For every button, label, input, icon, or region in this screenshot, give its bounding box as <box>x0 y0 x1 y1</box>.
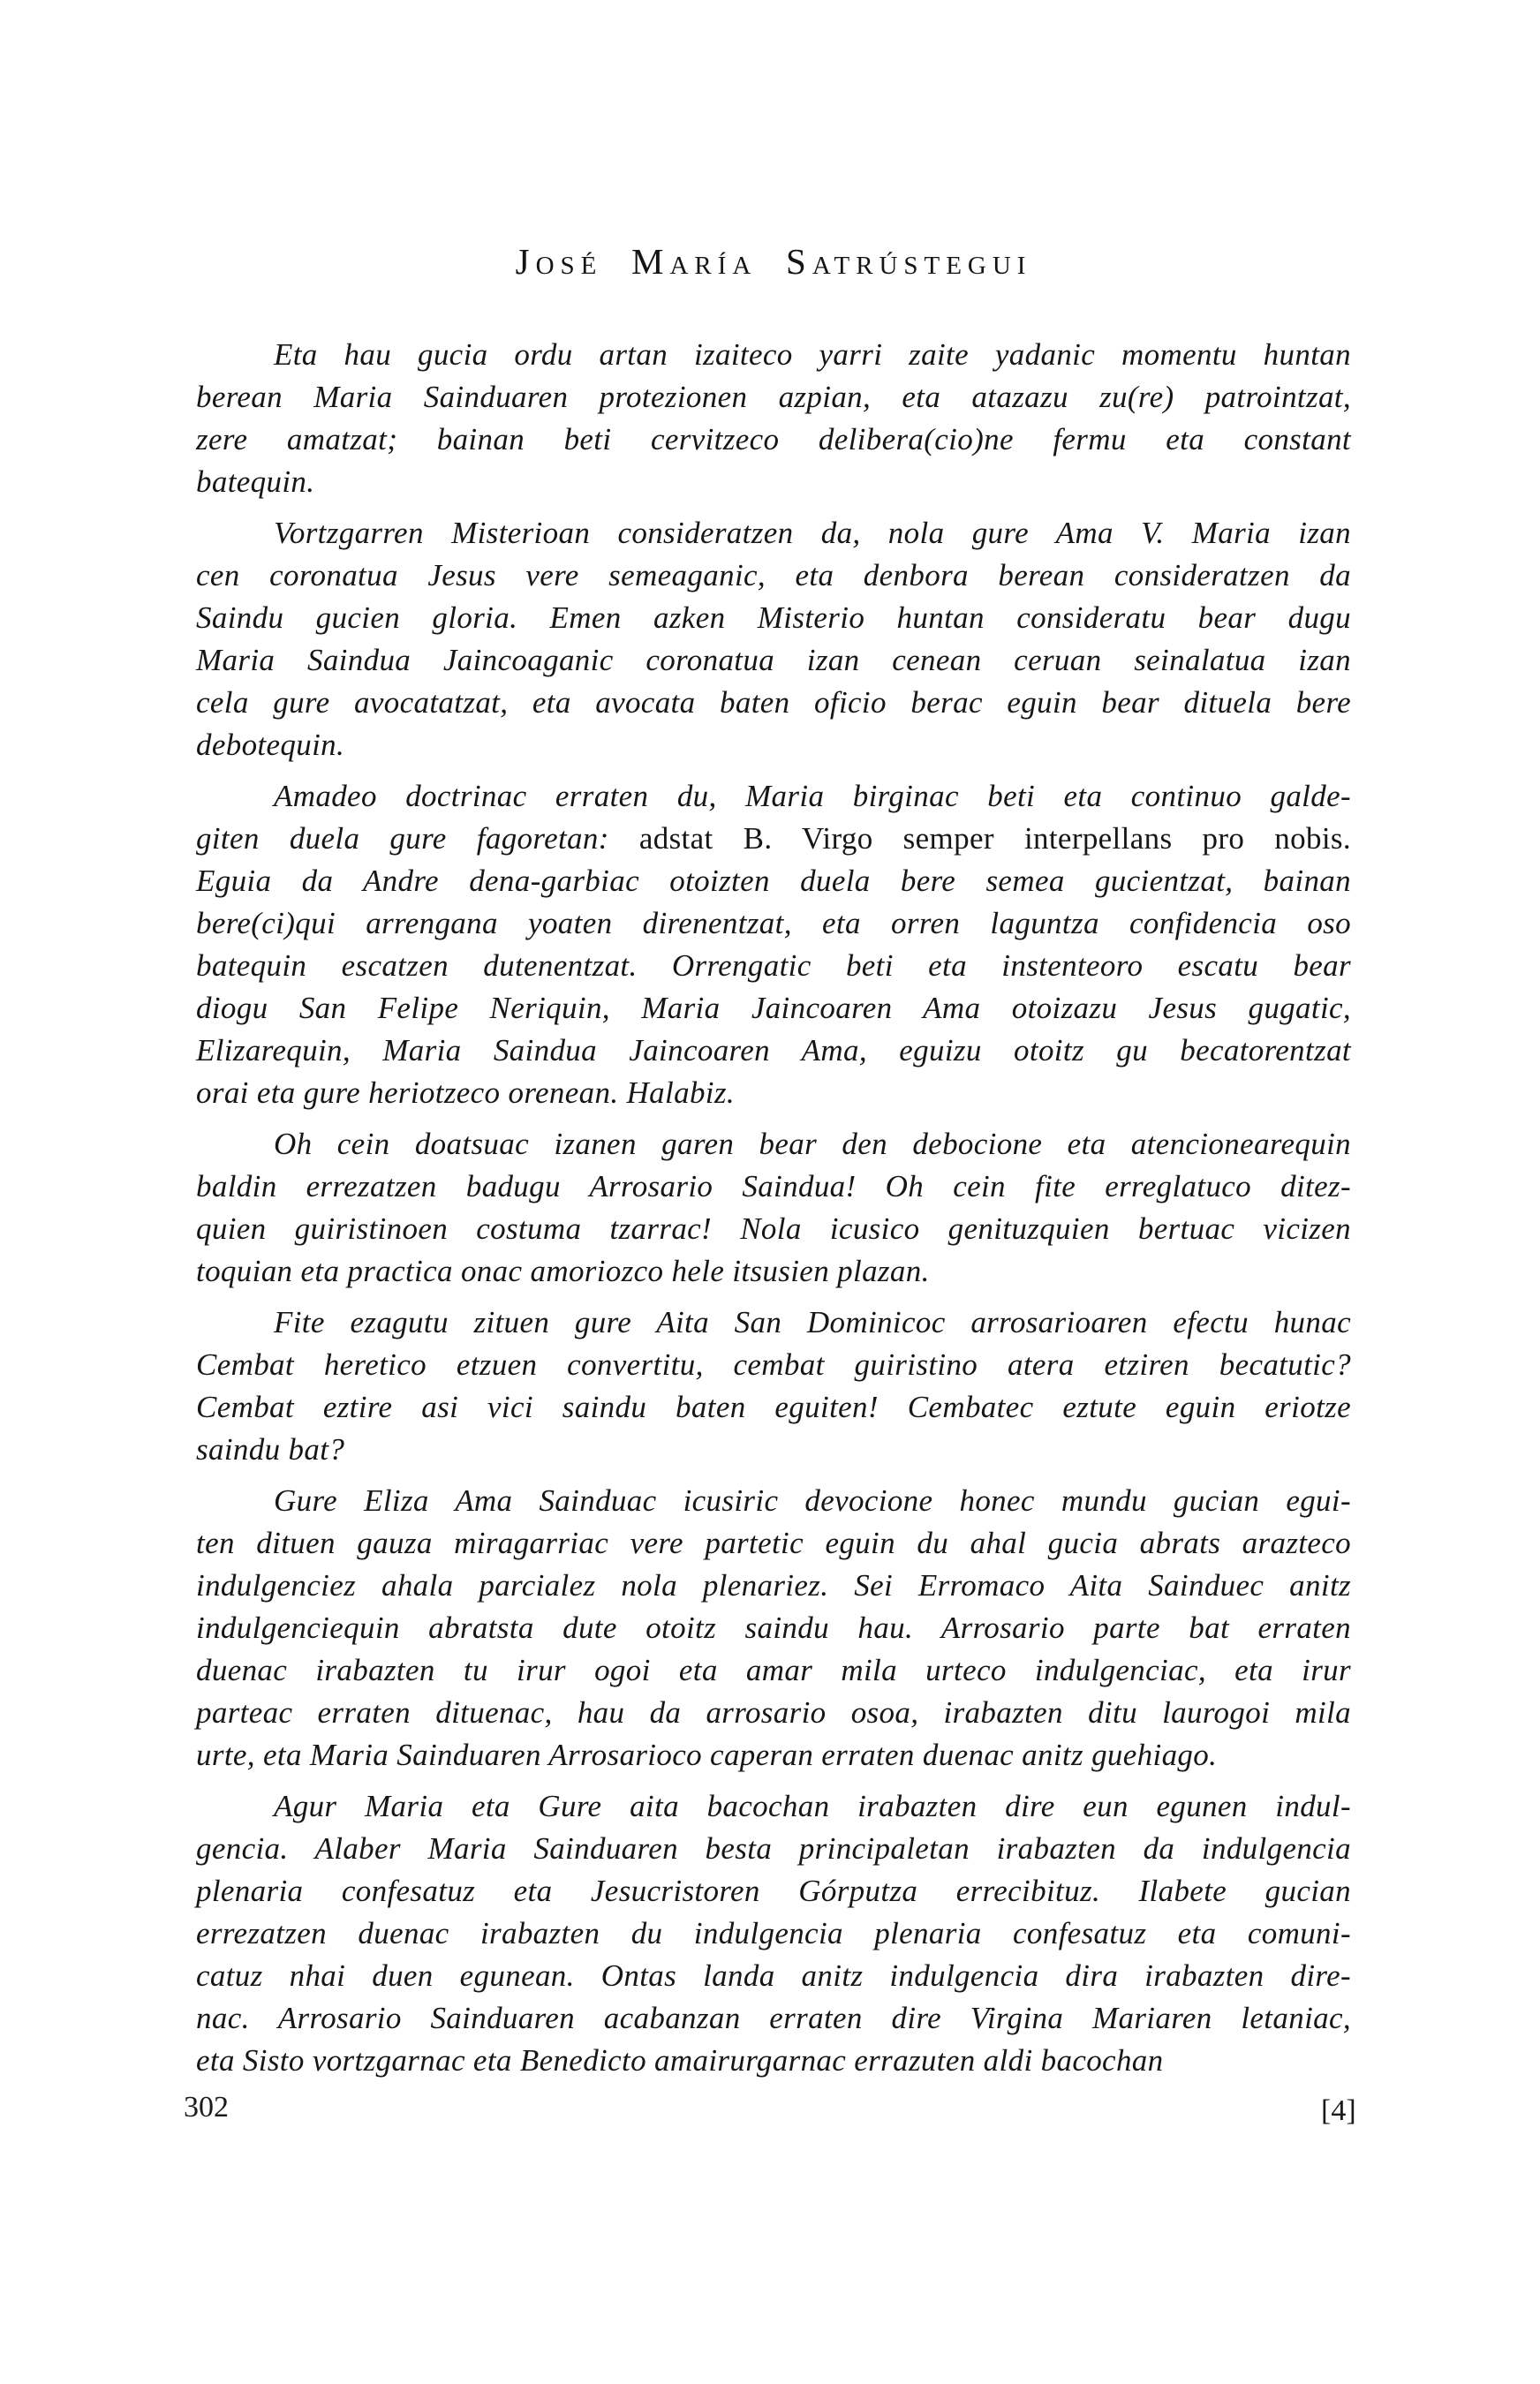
text-line <box>196 945 1351 987</box>
body-text <box>196 334 1351 2091</box>
italic-run: Eta hau gucia ordu artan izaiteco yarri zaite yadanic momentu huntan <box>274 337 1351 372</box>
paragraph <box>196 334 1351 503</box>
italic-run: Elizarequin, Maria Saindua Jaincoaren Ama, eguizu otoitz gu becatorentzat <box>196 1033 1351 1068</box>
author-heading: José María Satrústegui <box>515 241 1032 282</box>
latin-roman-run: adstat B. Virgo semper interpellans pro nobis. <box>638 821 1351 856</box>
italic-run: parteac erraten dituenac, hau da arrosario osoa, irabazten ditu laurogoi mila <box>196 1695 1351 1730</box>
italic-run: plenaria confesatuz eta Jesucristoren Górputza errecibituz. Ilabete gucian <box>196 1874 1351 1908</box>
italic-run: zere amatzat; bainan beti cervitzeco delibera(cio)ne fermu eta constant <box>196 422 1351 456</box>
italic-run: toquian eta practica onac amoriozco hele itsusien plazan. <box>196 1254 930 1288</box>
paragraph <box>196 1301 1351 1471</box>
text-line <box>196 1386 1351 1429</box>
italic-run: cen coronatua Jesus vere semeaganic, eta denbora berean consideratzen da <box>196 558 1351 592</box>
italic-run: giten duela gure fagoretan: <box>196 821 639 856</box>
italic-run: catuz nhai duen egunean. Ontas landa anitz indulgencia dira irabazten dire- <box>196 1958 1351 1993</box>
italic-run: errezatzen duenac irabazten du indulgencia plenaria confesatuz eta comuni- <box>196 1916 1351 1950</box>
text-line <box>196 902 1351 945</box>
text-line <box>196 1030 1351 1072</box>
italic-run: Vortzgarren Misterioan consideratzen da, nola gure Ama V. Maria izan <box>274 516 1351 550</box>
text-line <box>196 1870 1351 1912</box>
text-line <box>196 334 1351 376</box>
italic-run: urte, eta Maria Sainduaren Arrosarioco caperan erraten duenac anitz guehiago. <box>196 1738 1218 1772</box>
text-line <box>196 1734 1351 1777</box>
text-line <box>196 1072 1351 1114</box>
italic-run: indulgenciez ahala parcialez nola plenariez. Sei Erromaco Aita Sainduec anitz <box>196 1568 1351 1603</box>
italic-run: diogu San Felipe Neriquin, Maria Jaincoaren Ama otoizazu Jesus gugatic, <box>196 991 1351 1025</box>
text-line <box>196 860 1351 902</box>
italic-run: Agur Maria eta Gure aita bacochan irabazten dire eun egunen indul- <box>274 1789 1351 1823</box>
italic-run: orai eta gure heriotzeco orenean. Halabiz. <box>196 1075 735 1110</box>
folio-mark: [4] <box>1321 2094 1356 2127</box>
italic-run: quien guiristinoen costuma tzarrac! Nola icusico genituzquien bertuac vicizen <box>196 1211 1351 1246</box>
italic-run: indulgenciequin abratsta dute otoitz saindu hau. Arrosario parte bat erraten <box>196 1611 1351 1645</box>
italic-run: eta Sisto vortzgarnac eta Benedicto amairurgarnac errazuten aldi bacochan <box>196 2043 1164 2078</box>
italic-run: Saindu gucien gloria. Emen azken Misterio huntan consideratu bear dugu <box>196 600 1351 635</box>
italic-run: batequin escatzen dutenentzat. Orrengatic beti eta instenteoro escatu bear <box>196 948 1351 983</box>
italic-run: cela gure avocatatzat, eta avocata baten oficio berac eguin bear dituela bere <box>196 685 1351 720</box>
text-line <box>196 1692 1351 1734</box>
text-line <box>196 1955 1351 1997</box>
italic-run: bere(ci)qui arrengana yoaten direnentzat, eta orren laguntza confidencia oso <box>196 906 1351 940</box>
text-line <box>196 1649 1351 1692</box>
text-line <box>196 818 1351 860</box>
text-line <box>196 639 1351 682</box>
paragraph <box>196 775 1351 1114</box>
page-number: 302 <box>184 2091 229 2124</box>
italic-run: saindu bat? <box>196 1432 345 1467</box>
italic-run: Cembat eztire asi vici saindu baten eguiten! Cembatec eztute eguin eriotze <box>196 1390 1351 1424</box>
text-line <box>196 597 1351 639</box>
text-line <box>196 1607 1351 1649</box>
text-line <box>196 555 1351 597</box>
italic-run: nac. Arrosario Sainduaren acabanzan erraten dire Virgina Mariaren letaniac, <box>196 2001 1351 2035</box>
text-line <box>196 1912 1351 1955</box>
text-line <box>196 1208 1351 1250</box>
italic-run: Maria Saindua Jaincoaganic coronatua izan cenean ceruan seinalatua izan <box>196 643 1351 677</box>
text-line <box>196 1123 1351 1166</box>
text-line <box>196 1785 1351 1828</box>
text-line <box>196 724 1351 766</box>
text-line <box>196 1828 1351 1870</box>
text-line <box>196 2040 1351 2082</box>
paragraph <box>196 1785 1351 2082</box>
text-line <box>196 1565 1351 1607</box>
italic-run: Cembat heretico etzuen convertitu, cembat guiristino atera etziren becatutic? <box>196 1347 1351 1382</box>
paragraph <box>196 512 1351 766</box>
text-line <box>196 461 1351 503</box>
text-line <box>196 512 1351 555</box>
text-line <box>196 682 1351 724</box>
text-line <box>196 1250 1351 1293</box>
text-line <box>196 1522 1351 1565</box>
text-line <box>196 987 1351 1030</box>
italic-run: gencia. Alaber Maria Sainduaren besta principaletan irabazten da indulgencia <box>196 1831 1351 1866</box>
text-line <box>196 1166 1351 1208</box>
paragraph <box>196 1123 1351 1293</box>
italic-run: duenac irabazten tu irur ogoi eta amar mila urteco indulgenciac, eta irur <box>196 1653 1351 1687</box>
italic-run: batequin. <box>196 464 315 499</box>
text-line <box>196 1480 1351 1522</box>
text-line <box>196 1997 1351 2040</box>
italic-run: Oh cein doatsuac izanen garen bear den debocione eta atencionearequin <box>274 1127 1351 1161</box>
text-line <box>196 775 1351 818</box>
italic-run: baldin errezatzen badugu Arrosario Saindua! Oh cein fite erreglatuco ditez- <box>196 1169 1351 1203</box>
italic-run: debotequin. <box>196 728 345 762</box>
text-line <box>196 419 1351 461</box>
italic-run: Fite ezagutu zituen gure Aita San Dominicoc arrosarioaren efectu hunac <box>274 1305 1351 1339</box>
text-line <box>196 1429 1351 1471</box>
text-line <box>196 1344 1351 1386</box>
italic-run: Amadeo doctrinac erraten du, Maria birginac beti eta continuo galde- <box>274 779 1351 813</box>
italic-run: Gure Eliza Ama Sainduac icusiric devocione honec mundu gucian egui- <box>274 1483 1351 1518</box>
italic-run: berean Maria Sainduaren protezionen azpian, eta atazazu zu(re) patrointzat, <box>196 380 1351 414</box>
paragraph <box>196 1480 1351 1777</box>
italic-run: Eguia da Andre dena-garbiac otoizten duela bere semea gucientzat, bainan <box>196 864 1351 898</box>
italic-run: ten dituen gauza miragarriac vere partetic eguin du ahal gucia abrats arazteco <box>196 1526 1351 1560</box>
text-line <box>196 376 1351 419</box>
text-line <box>196 1301 1351 1344</box>
